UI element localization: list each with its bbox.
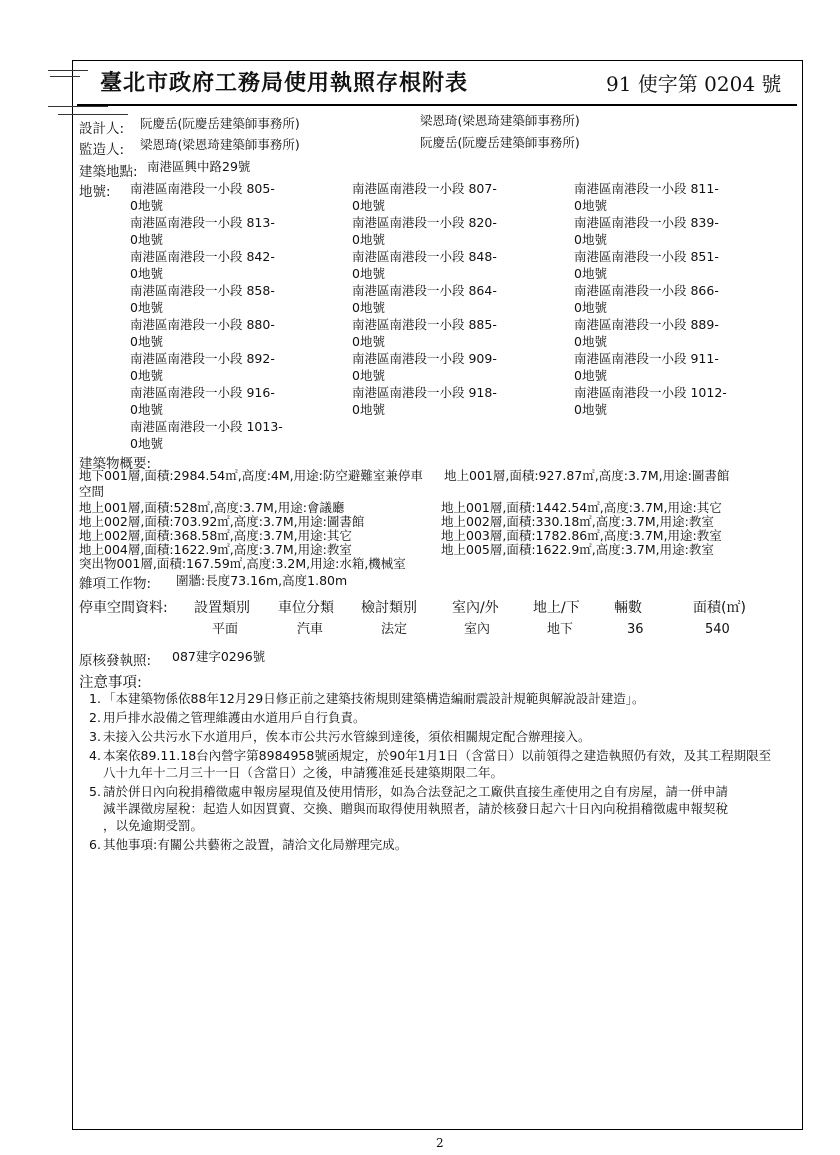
lot-line-1: 南港區南港段一小段 858-	[130, 283, 275, 298]
parking-cell: 法定	[381, 622, 408, 637]
lots-label: 地號:	[79, 184, 111, 200]
lot-line-2: 0地號	[574, 266, 607, 281]
parking-cell: 汽車	[297, 622, 324, 637]
parking-cell: 540	[705, 622, 730, 637]
lot-line-1: 南港區南港段一小段 911-	[574, 351, 719, 366]
lot-line-1: 南港區南港段一小段 889-	[574, 317, 719, 332]
overview-floor-left: 地上002層,面積:703.92㎡,高度:3.7M,用途:圖書館	[79, 514, 365, 529]
lot-line-1: 南港區南港段一小段 851-	[574, 249, 719, 264]
lot-line-1: 南港區南港段一小段 807-	[352, 181, 497, 196]
overview-basement: 地下001層,面積:2984.54㎡,高度:4M,用途:防空避難室兼停車	[79, 468, 423, 483]
parking-header-cell: 設置類別	[194, 600, 250, 616]
note-number: 3.	[89, 729, 101, 744]
lot-line-2: 0地號	[352, 266, 385, 281]
lot-line-1: 南港區南港段一小段 842-	[130, 249, 275, 264]
lot-line-2: 0地號	[130, 300, 163, 315]
parking-header-cell: 地上/下	[533, 600, 580, 616]
lot-line-1: 南港區南港段一小段 848-	[352, 249, 497, 264]
note-text: ，以免逾期受罰。	[103, 818, 204, 833]
note-text: 請於併日內向稅捐稽徵處申報房屋現值及使用情形，如為合法登記之工廠供直接生產使用之自有房屋，請一併申請	[103, 784, 729, 799]
lot-line-2: 0地號	[130, 266, 163, 281]
overview-floor-left: 地上001層,面積:528㎡,高度:3.7M,用途:會議廳	[79, 500, 345, 515]
lot-line-2: 0地號	[574, 300, 607, 315]
supervisor-label: 監造人:	[79, 142, 125, 158]
lot-line-2: 0地號	[574, 334, 607, 349]
lot-line-1: 南港區南港段一小段 811-	[574, 181, 719, 196]
lot-line-2: 0地號	[130, 402, 163, 417]
lot-line-2: 0地號	[574, 232, 607, 247]
supervisor-value-2: 阮慶岳(阮慶岳建築師事務所)	[420, 135, 580, 150]
parking-cell: 36	[627, 622, 644, 637]
note-text: 本案依89.11.18台內營字第8984958號函規定，於90年1月1日（含當日）以前領得之建造執照仍有效，及其工程期限至	[103, 748, 772, 763]
lot-line-1: 南港區南港段一小段 839-	[574, 215, 719, 230]
note-number: 4.	[89, 748, 101, 763]
lot-line-2: 0地號	[352, 402, 385, 417]
parking-label: 停車空間資料:	[79, 600, 168, 616]
lot-line-1: 南港區南港段一小段 1012-	[574, 385, 727, 400]
overview-rooftop: 突出物001層,面積:167.59㎡,高度:3.2M,用途:水箱,機械室	[79, 556, 406, 571]
designer-value-2: 梁恩琦(梁恩琦建築師事務所)	[420, 113, 580, 128]
notes-label: 注意事項:	[79, 675, 142, 691]
misc-value: 圍牆:長度73.16m,高度1.80m	[176, 573, 348, 588]
lot-line-2: 0地號	[352, 232, 385, 247]
parking-header-cell: 車位分類	[278, 600, 334, 616]
parking-header-cell: 室內/外	[452, 600, 499, 616]
designer-label: 設計人:	[79, 121, 125, 137]
parking-header-cell: 輛數	[614, 600, 642, 616]
note-text: 減半課徵房屋稅：起造人如因買賣、交換、贈與而取得使用執照者，請於核發日起六十日內向稅捐稽徵處申報契稅	[103, 801, 729, 816]
original-permit-value: 087建字0296號	[172, 649, 266, 664]
lot-line-2: 0地號	[130, 232, 163, 247]
site-value: 南港區興中路29號	[147, 159, 251, 174]
note-text: 用戶排水設備之管理維護由水道用戶自行負責。	[103, 710, 366, 725]
lot-line-2: 0地號	[574, 368, 607, 383]
misc-label: 雜項工作物:	[79, 576, 152, 592]
note-number: 2.	[89, 710, 101, 725]
lot-line-2: 0地號	[130, 198, 163, 213]
overview-floor-right: 地上001層,面積:1442.54㎡,高度:3.7M,用途:其它	[441, 500, 722, 515]
lot-line-2: 0地號	[574, 198, 607, 213]
overview-floor-right: 地上003層,面積:1782.86㎡,高度:3.7M,用途:教室	[441, 528, 722, 543]
note-number: 5.	[89, 784, 101, 799]
note-text: 「本建築物係依88年12月29日修正前之建築技術規則建築構造編耐震設計規範與解說設計建造」。	[103, 691, 645, 706]
parking-header-cell: 檢討類別	[361, 600, 417, 616]
parking-cell: 室內	[464, 622, 491, 637]
lot-line-1: 南港區南港段一小段 918-	[352, 385, 497, 400]
document-title: 臺北市政府工務局使用執照存根附表	[100, 70, 469, 96]
lot-line-2: 0地號	[574, 402, 607, 417]
lot-line-1: 南港區南港段一小段 820-	[352, 215, 497, 230]
lot-line-1: 南港區南港段一小段 885-	[352, 317, 497, 332]
parking-cell: 地下	[547, 622, 574, 637]
overview-label: 建築物概要:	[79, 456, 152, 472]
overview-floor-right: 地上005層,面積:1622.9㎡,高度:3.7M,用途:教室	[441, 542, 714, 557]
note-text: 未接入公共污水下水道用戶，俟本市公共污水管線到達後，須依相關規定配合辦理接入。	[103, 729, 591, 744]
title-rule	[77, 104, 797, 106]
supervisor-value-1: 梁恩琦(梁恩琦建築師事務所)	[140, 137, 300, 152]
page-number: 2	[436, 1136, 444, 1150]
note-text: 其他事項:有關公共藝術之設置，請洽文化局辦理完成。	[103, 837, 408, 852]
overview-floor-1-library: 地上001層,面積:927.87㎡,高度:3.7M,用途:圖書館	[444, 468, 730, 483]
lot-line-2: 0地號	[352, 198, 385, 213]
lot-line-1: 南港區南港段一小段 805-	[130, 181, 275, 196]
lot-line-2: 0地號	[352, 300, 385, 315]
original-permit-label: 原核發執照:	[79, 653, 152, 669]
site-label: 建築地點:	[79, 164, 138, 180]
designer-value-1: 阮慶岳(阮慶岳建築師事務所)	[140, 116, 300, 131]
note-number: 1.	[89, 691, 101, 706]
lot-line-1: 南港區南港段一小段 813-	[130, 215, 275, 230]
lot-line-1: 南港區南港段一小段 892-	[130, 351, 275, 366]
parking-cell: 平面	[212, 622, 239, 637]
lot-line-2: 0地號	[130, 334, 163, 349]
overview-basement-cont: 空間	[79, 484, 105, 499]
lot-line-1: 南港區南港段一小段 916-	[130, 385, 275, 400]
lot-line-2: 0地號	[130, 368, 163, 383]
permit-number: 91 使字第 0204 號	[606, 72, 782, 96]
overview-floor-left: 地上002層,面積:368.58㎡,高度:3.7M,用途:其它	[79, 528, 352, 543]
parking-header-cell: 面積(㎡)	[693, 600, 746, 616]
lot-line-1: 南港區南港段一小段 864-	[352, 283, 497, 298]
note-text: 八十九年十二月三十一日（含當日）之後，申請獲准延長建築期限二年。	[103, 765, 504, 780]
note-number: 6.	[89, 837, 101, 852]
lot-line-1: 南港區南港段一小段 866-	[574, 283, 719, 298]
lot-line-2: 0地號	[352, 334, 385, 349]
lot-line-1: 南港區南港段一小段 1013-	[130, 419, 283, 434]
overview-floor-left: 地上004層,面積:1622.9㎡,高度:3.7M,用途:教室	[79, 542, 352, 557]
lot-line-1: 南港區南港段一小段 880-	[130, 317, 275, 332]
overview-floor-right: 地上002層,面積:330.18㎡,高度:3.7M,用途:教室	[441, 514, 714, 529]
lot-line-2: 0地號	[130, 436, 163, 451]
lot-line-1: 南港區南港段一小段 909-	[352, 351, 497, 366]
lot-line-2: 0地號	[352, 368, 385, 383]
